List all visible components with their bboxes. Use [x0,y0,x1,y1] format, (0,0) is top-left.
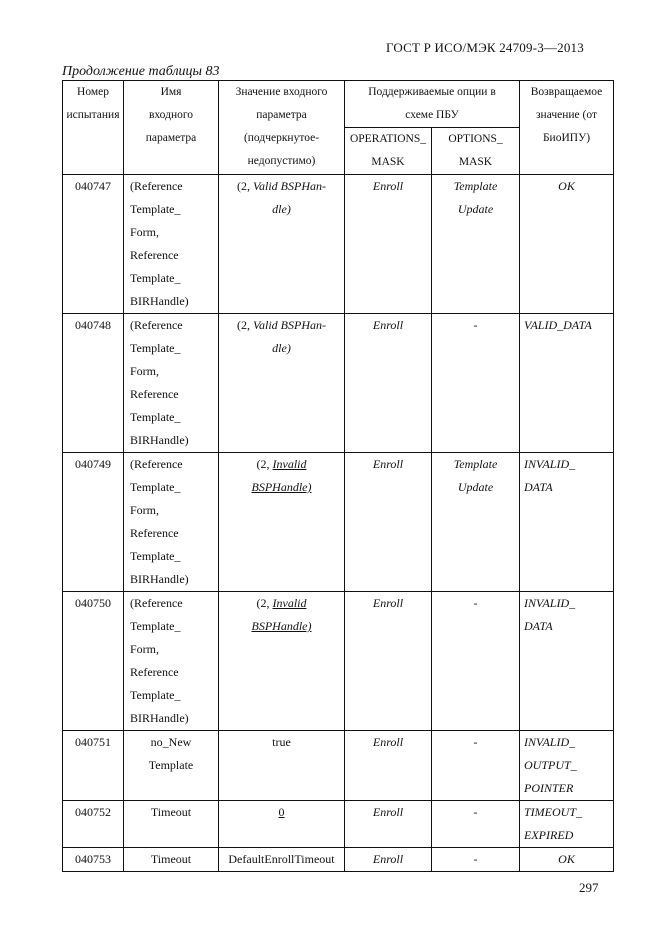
param-name: (Reference Template_ Form, Reference Template_ BIRHandle) [124,175,219,314]
test-number: 040750 [63,592,124,731]
operations-mask-value: Enroll [345,314,432,453]
header-operations-mask: OPERATIONS_ MASK [345,128,432,175]
return-value: INVALID_ DATA [520,453,614,592]
return-value: INVALID_ DATA [520,592,614,731]
param-value: (2, Invalid BSPHandle) [219,453,345,592]
options-mask-value: - [432,731,520,801]
param-value: (2, Invalid BSPHandle) [219,592,345,731]
return-value: OK [520,175,614,314]
param-name: (Reference Template_ Form, Reference Template_ BIRHandle) [124,592,219,731]
param-value: (2, Valid BSPHan- dle) [219,314,345,453]
header-param-name: Имя входного параметра [124,81,219,175]
table-row [63,848,614,872]
test-number: 040753 [63,848,124,872]
options-mask-value: - [432,592,520,731]
table-row [63,314,614,453]
options-mask-value: - [432,801,520,848]
param-name: (Reference Template_ Form, Reference Template_ BIRHandle) [124,314,219,453]
test-number: 040749 [63,453,124,592]
test-number: 040747 [63,175,124,314]
table-row [63,453,614,592]
table-row [63,731,614,801]
table-continuation-caption: Продолжение таблицы 83 [62,64,220,79]
param-name: Timeout [124,848,219,872]
test-number: 040748 [63,314,124,453]
param-value: (2, Valid BSPHan- dle) [219,175,345,314]
table-row [63,175,614,314]
return-value: TIMEOUT_ EXPIRED [520,801,614,848]
operations-mask-value: Enroll [345,592,432,731]
page-number: 297 [579,880,599,895]
param-name: no_New Template [124,731,219,801]
operations-mask-value: Enroll [345,801,432,848]
param-value: 0 [219,801,345,848]
operations-mask-value: Enroll [345,848,432,872]
standard-designation: ГОСТ Р ИСО/МЭК 24709-3—2013 [386,40,584,55]
header-options-mask: OPTIONS_ MASK [432,128,520,175]
table-row [63,801,614,848]
options-mask-value: Template Update [432,453,520,592]
param-name: Timeout [124,801,219,848]
return-value: OK [520,848,614,872]
operations-mask-value: Enroll [345,453,432,592]
return-value: VALID_DATA [520,314,614,453]
header-param-value: Значение входного параметра (подчеркнутое- недопустимо) [219,81,345,175]
test-number: 040751 [63,731,124,801]
test-table [62,80,614,872]
options-mask-value: Template Update [432,175,520,314]
param-value: DefaultEnrollTimeout [219,848,345,872]
header-supported-options: Поддерживаемые опции в схеме ПБУ [345,81,520,128]
operations-mask-value: Enroll [345,175,432,314]
table-row [63,592,614,731]
options-mask-value: - [432,314,520,453]
test-number: 040752 [63,801,124,848]
header-test-no: Номер испытания [63,81,124,175]
operations-mask-value: Enroll [345,731,432,801]
return-value: INVALID_ OUTPUT_ POINTER [520,731,614,801]
param-name: (Reference Template_ Form, Reference Template_ BIRHandle) [124,453,219,592]
header-return-value: Возвращаемое значение (от БиоИПУ) [520,81,614,175]
param-value: true [219,731,345,801]
options-mask-value: - [432,848,520,872]
